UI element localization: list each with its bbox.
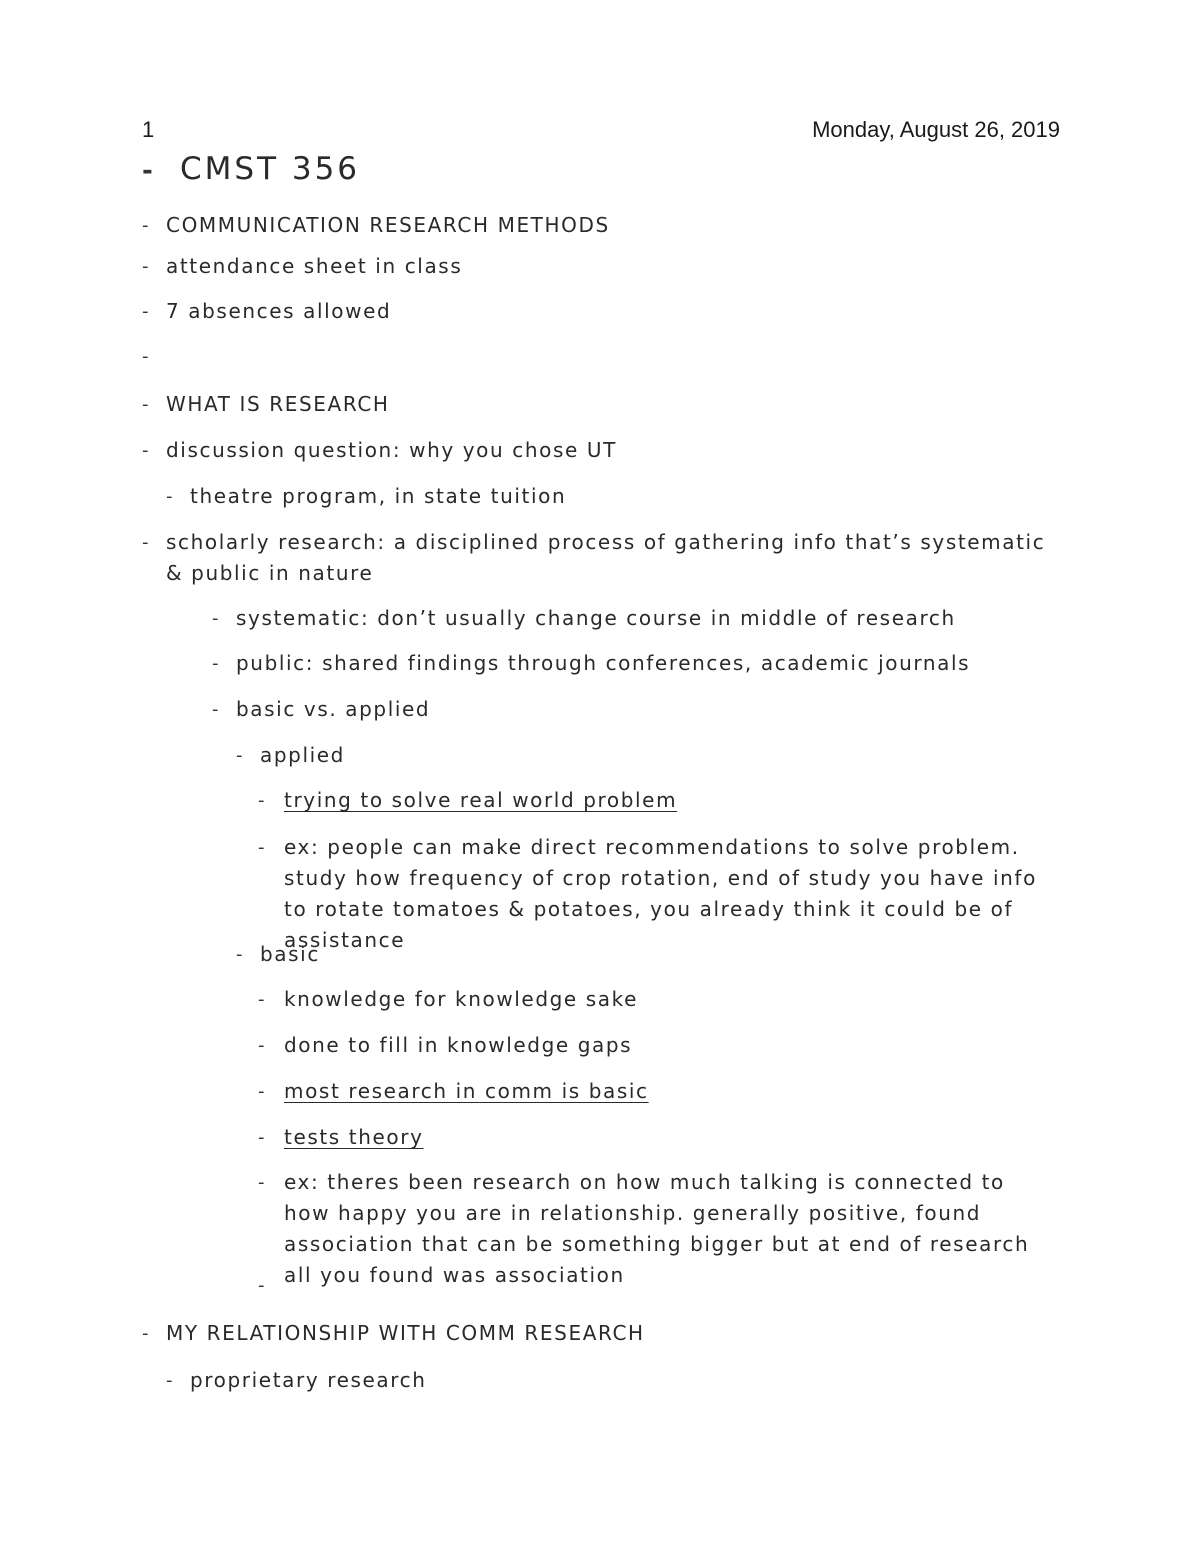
- note-text: basic vs. applied: [236, 697, 431, 721]
- bullet-dash: -: [258, 790, 267, 811]
- note-text-underlined: trying to solve real world problem: [284, 788, 678, 812]
- bullet-dash: -: [212, 653, 221, 674]
- note-title-text: CMST 356: [180, 151, 361, 187]
- bullet-dash: -: [142, 346, 151, 367]
- note-text: discussion question: why you chose UT: [166, 438, 617, 462]
- bullet-dash: -: [258, 989, 267, 1010]
- bullet-dash: -: [142, 301, 151, 322]
- note-text: public: shared findings through conferences, academic journals: [236, 651, 971, 675]
- bullet-dash: -: [142, 532, 151, 553]
- bullet-dash: -: [212, 699, 221, 720]
- note-text: WHAT IS RESEARCH: [166, 392, 390, 416]
- bullet-dash: -: [258, 1172, 267, 1193]
- bullet-dash: -: [142, 1323, 151, 1344]
- bullet-dash: -: [142, 156, 155, 186]
- page-number: 1: [142, 117, 155, 142]
- note-text-underlined: most research in comm is basic: [284, 1079, 649, 1103]
- bullet-dash: -: [142, 394, 151, 415]
- note-text: MY RELATIONSHIP WITH COMM RESEARCH: [166, 1321, 645, 1345]
- note-text: attendance sheet in class: [166, 254, 463, 278]
- note-text: proprietary research: [190, 1368, 427, 1392]
- bullet-dash: -: [166, 1370, 175, 1391]
- note-text-underlined: tests theory: [284, 1125, 424, 1149]
- bullet-dash: -: [258, 1035, 267, 1056]
- bullet-dash: -: [142, 440, 151, 461]
- bullet-dash: -: [142, 215, 151, 236]
- bullet-dash: -: [212, 608, 221, 629]
- note-text: ex: people can make direct recommendations to solve problem. study how frequency of crop rotation, end of study you have info to rotate tomatoes & potatoes, you already think it could be of assistance: [284, 835, 1037, 952]
- note-text: 7 absences allowed: [166, 299, 392, 323]
- bullet-dash: -: [142, 256, 151, 277]
- page-date: Monday, August 26, 2019: [812, 117, 1060, 142]
- note-text: applied: [260, 743, 345, 767]
- bullet-dash: -: [258, 837, 267, 858]
- note-text: systematic: don’t usually change course in middle of research: [236, 606, 956, 630]
- bullet-dash: -: [166, 486, 175, 507]
- bullet-dash: -: [258, 1275, 267, 1296]
- bullet-dash: -: [236, 745, 245, 766]
- bullet-dash: -: [236, 944, 245, 965]
- note-text: COMMUNICATION RESEARCH METHODS: [166, 213, 610, 237]
- note-text: scholarly research: a disciplined process of gathering info that’s systematic & public in nature: [166, 530, 1046, 585]
- bullet-dash: -: [258, 1127, 267, 1148]
- bullet-dash: -: [258, 1081, 267, 1102]
- note-text: done to fill in knowledge gaps: [284, 1033, 633, 1057]
- note-text: knowledge for knowledge sake: [284, 987, 639, 1011]
- note-text: theatre program, in state tuition: [190, 484, 567, 508]
- note-text: basic: [260, 942, 320, 966]
- note-text: ex: theres been research on how much talking is connected to how happy you are in relationship. generally positive, found association that can be something bigger but at end of research all you found was association: [284, 1170, 1030, 1287]
